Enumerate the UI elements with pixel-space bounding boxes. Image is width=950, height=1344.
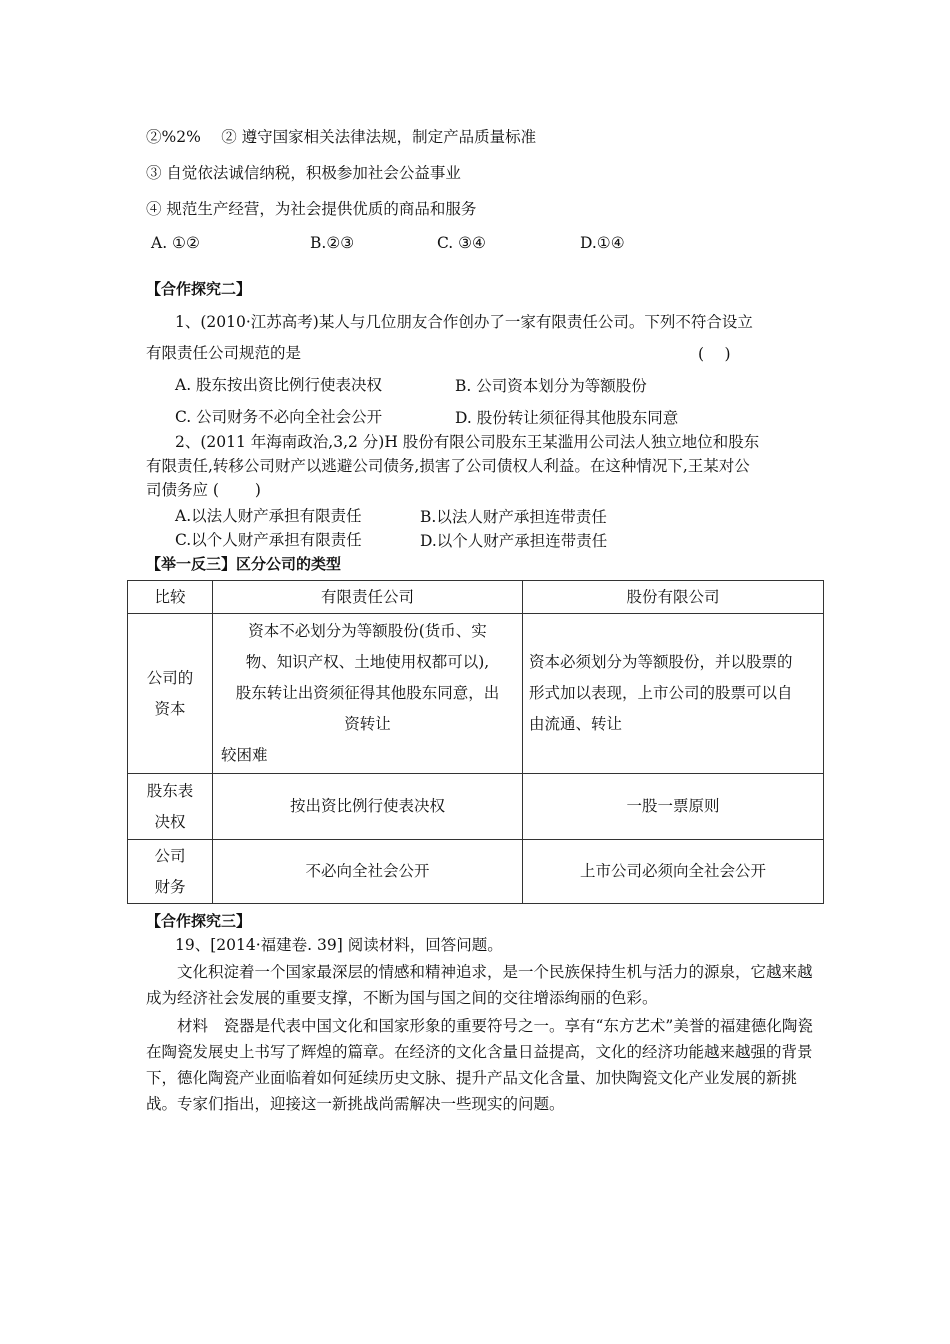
q1-answer-blank: ( )	[698, 345, 731, 363]
cell-js-capital-l1: 资本必须划分为等额股份，并以股票的	[529, 653, 793, 671]
row-label-voting	[128, 774, 213, 840]
row-label-capital-a: 公司的	[146, 668, 194, 687]
q2-option-c: C.以个人财产承担有限责任	[175, 531, 362, 549]
statement-4: ④ 规范生产经营，为社会提供优质的商品和服务	[146, 200, 477, 218]
option-c: C. ③④	[437, 234, 486, 252]
q1-option-a: A. 股东按出资比例行使表决权	[175, 376, 383, 394]
cell-js-capital-l2: 形式加以表现，上市公司的股票可以自	[529, 684, 793, 702]
cell-llc-finance: 不必向全社会公开	[213, 840, 523, 904]
row-label-finance-a: 公司	[154, 846, 186, 865]
row-label-finance	[128, 840, 213, 904]
q1-option-b: B. 公司资本划分为等额股份	[455, 377, 647, 395]
paragraph-culture: 文化积淀着一个国家最深层的情感和精神追求，是一个民族保持生机与活力的源泉，它越来越成为经济社会发展的重要支撑，不断为国与国之间的交往增添绚丽的色彩。	[146, 963, 813, 1007]
table-header-row	[128, 581, 824, 614]
cell-js-voting: 一股一票原则	[523, 774, 824, 840]
q2-stem-line3: 司债务应 ( )	[146, 481, 261, 499]
q2-option-d: D.以个人财产承担连带责任	[420, 532, 608, 550]
cell-llc-capital-l4: 资转让	[344, 715, 391, 733]
q2-stem-line1: 2、(2011 年海南政治,3,2 分)H 股份有限公司股东王某滥用公司法人独立地位和股东	[175, 433, 760, 451]
cell-js-capital-l3: 由流通、转让	[529, 715, 623, 733]
q19-stem: 19、[2014·福建卷. 39] 阅读材料，回答问题。	[175, 936, 503, 954]
q1-stem-line1: 1、(2010·江苏高考)某人与几位朋友合作创办了一家有限责任公司。下列不符合设立	[175, 313, 753, 331]
company-type-table	[127, 580, 824, 904]
cell-llc-capital-l2: 物、知识产权、土地使用权都可以),	[245, 653, 490, 671]
table-row-finance	[128, 840, 824, 904]
cell-llc-capital	[213, 614, 523, 774]
q1-option-c: C. 公司财务不必向全社会公开	[175, 408, 383, 426]
paragraph-material: 材料 瓷器是代表中国文化和国家形象的重要符号之一。享有“东方艺术”美誉的福建德化陶瓷在陶瓷发展史上书写了辉煌的篇章。在经济的文化含量日益提高，文化的经济功能越来越强的背景下，德化陶瓷产业面临着如何延续历史文脉、提升产品文化含量、加快陶瓷文化产业发展的新挑战。专家们指出，迎接这一新挑战尚需解决一些现实的问题。	[146, 1017, 813, 1113]
option-a: A. ①②	[151, 234, 200, 252]
cell-llc-voting: 按出资比例行使表决权	[213, 774, 523, 840]
q2-option-a: A.以法人财产承担有限责任	[175, 507, 362, 525]
row-label-voting-b: 决权	[154, 812, 186, 831]
header-compare: 比较	[128, 581, 213, 614]
row-label-capital-b: 资本	[154, 699, 186, 718]
section-heading-compare: 【举一反三】区分公司的类型	[146, 555, 342, 573]
q1-option-d: D. 股份转让须征得其他股东同意	[455, 409, 679, 427]
row-label-voting-a: 股东表	[146, 781, 194, 800]
statement-3: ③ 自觉依法诚信纳税，积极参加社会公益事业	[146, 164, 461, 182]
cell-js-capital	[523, 614, 824, 774]
q1-stem-line2: 有限责任公司规范的是	[146, 344, 302, 362]
section-heading-cooperation-3: 【合作探究三】	[146, 912, 252, 930]
cell-llc-capital-l1: 资本不必划分为等额股份(货币、实	[248, 622, 487, 640]
cell-llc-capital-l3: 股东转让出资须征得其他股东同意，出	[235, 684, 500, 702]
q2-stem-line2: 有限责任,转移公司财产以逃避公司债务,损害了公司债权人利益。在这种情况下,王某对公	[146, 457, 750, 475]
row-label-capital	[128, 614, 213, 774]
header-llc: 有限责任公司	[213, 581, 523, 614]
option-d: D.①④	[580, 234, 625, 252]
cell-llc-capital-l5: 较困难	[221, 746, 268, 764]
cell-js-finance: 上市公司必须向全社会公开	[523, 840, 824, 904]
option-b: B.②③	[310, 234, 355, 252]
header-joint-stock: 股份有限公司	[523, 581, 824, 614]
section-heading-cooperation-2: 【合作探究二】	[146, 280, 252, 298]
row-label-finance-b: 财务	[154, 877, 186, 896]
statement-2: ②%2% ② 遵守国家相关法律法规，制定产品质量标准	[146, 128, 537, 146]
table-row-capital	[128, 614, 824, 774]
q2-option-b: B.以法人财产承担连带责任	[420, 508, 607, 526]
table-row-voting	[128, 774, 824, 840]
